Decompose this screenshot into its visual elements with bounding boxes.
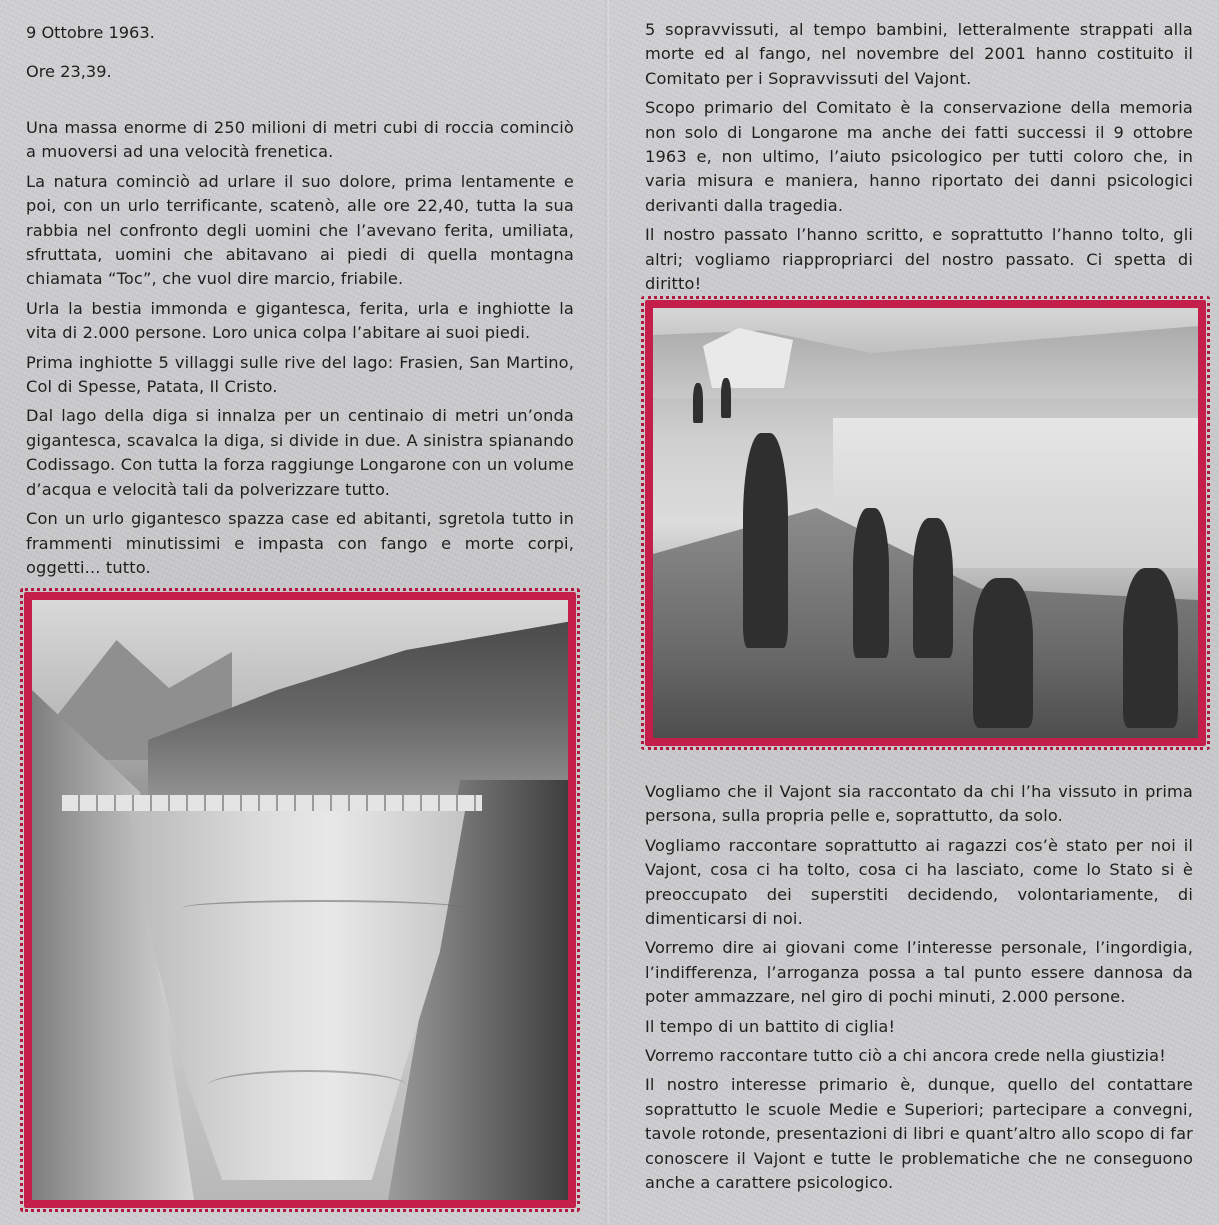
soldier-figure (853, 508, 889, 658)
dam-curve-line (182, 900, 462, 916)
dam-crest-shape (62, 795, 482, 811)
dam-curve-line (207, 1070, 407, 1102)
soldier-figure (913, 518, 953, 658)
paragraph: Scopo primario del Comitato è la conservazione della memoria non solo di Longarone ma anche dei fatti successi il 9 ottobre 1963 e, non ultimo, l’aiuto psicologico per tutti coloro che, in varia misura e maniera, hanno riportato dei danni psicologici derivanti dalla tragedia. (645, 98, 1193, 215)
soldier-figure (1123, 568, 1178, 728)
left-header (26, 21, 576, 84)
paragraph: Una massa enorme di 250 milioni di metri cubi di roccia cominciò a muoversi ad una velocità frenetica. (26, 118, 574, 162)
paragraph: 5 sopravvissuti, al tempo bambini, letteralmente strappati alla morte ed al fango, nel novembre del 2001 hanno costituito il Comitato per i Sopravvissuti del Vajont. (645, 20, 1193, 88)
paragraph: Urla la bestia immonda e gigantesca, ferita, urla e inghiotte la vita di 2.000 persone. Loro unica colpa l’abitare ai suoi piedi. (26, 298, 574, 343)
workers-photo (653, 308, 1198, 738)
soldier-figure (743, 433, 788, 648)
paragraph: Con un urlo gigantesco spazza case ed abitanti, sgretola tutto in frammenti minutissimi e impasta con fango e morte corpi, oggetti... tutto. (26, 509, 574, 577)
workers-photo-frame (645, 300, 1206, 746)
paragraph: Il nostro interesse primario è, dunque, quello del contattare soprattutto le scuole Medie e Superiori; partecipare a convegni, tavole rotonde, presentazioni di libri e quant’altro allo scopo di far conoscere il Vajont e tutte le problematiche che ne conseguono anche a carattere psicologico. (645, 1075, 1193, 1193)
paragraph: Vorremo raccontare tutto ciò a chi ancora crede nella giustizia! (645, 1046, 1166, 1066)
paragraph: Il tempo di un battito di ciglia! (645, 1016, 896, 1036)
paragraph: Vorremo dire ai giovani come l’interesse personale, l’ingordigia, l’indifferenza, l’arroganza possa a tal punto essere dannosa da poter ammazzare, nel giro di pochi minuti, 2.000 persone. (645, 938, 1193, 1007)
dam-photo-frame (24, 592, 576, 1208)
left-page (0, 0, 609, 1225)
paragraph: La natura cominciò ad urlare il suo dolore, prima lentamente e poi, con un urlo terrificante, scatenò, alle ore 22,40, tutta la sua rabbia nel confronto degli uomini che l’avevano ferita, umiliata, sfruttata, uomini che abitavano ai piedi di quella montagna chiamata “Toc”, che vuol dire marcio, friabile. (26, 171, 574, 289)
paragraph: Vogliamo raccontare soprattutto ai ragazzi cos’è stato per noi il Vajont, cosa ci ha tolto, cosa ci ha lasciato, come lo Stato si è preoccupato dei superstiti decidendo, volontariamente, di dimenticarsi di noi. (645, 835, 1193, 929)
paragraph: Il nostro passato l’hanno scritto, e soprattutto l’hanno tolto, gli altri; vogliamo riappropriarci del nostro passato. Ci spetta di diritto! (645, 225, 1193, 294)
distant-figure (721, 378, 731, 418)
paragraph: Dal lago della diga si innalza per un centinaio di metri un’onda gigantesca, scavalca la diga, si divide in due. A sinistra spianando Codissago. Con tutta la forza raggiunge Longarone con un volume d’acqua e velocità tali da polverizzare tutto. (26, 406, 574, 499)
dam-photo (32, 600, 568, 1200)
distant-figure (693, 383, 703, 423)
paragraph: Vogliamo che il Vajont sia raccontato da chi l’ha vissuto in prima persona, sulla propria pelle e, soprattutto, da solo. (645, 782, 1193, 826)
soldier-figure (973, 578, 1033, 728)
date-line: 9 Ottobre 1963. (26, 23, 155, 42)
right-page (609, 0, 1218, 1225)
right-top-text-block (645, 18, 1193, 301)
left-text-block (26, 116, 574, 585)
time-line: Ore 23,39. (26, 62, 112, 81)
paragraph: Prima inghiotte 5 villaggi sulle rive del lago: Frasien, San Martino, Col di Spesse, Patata, Il Cristo. (26, 352, 574, 397)
right-bottom-text-block (645, 780, 1193, 1201)
